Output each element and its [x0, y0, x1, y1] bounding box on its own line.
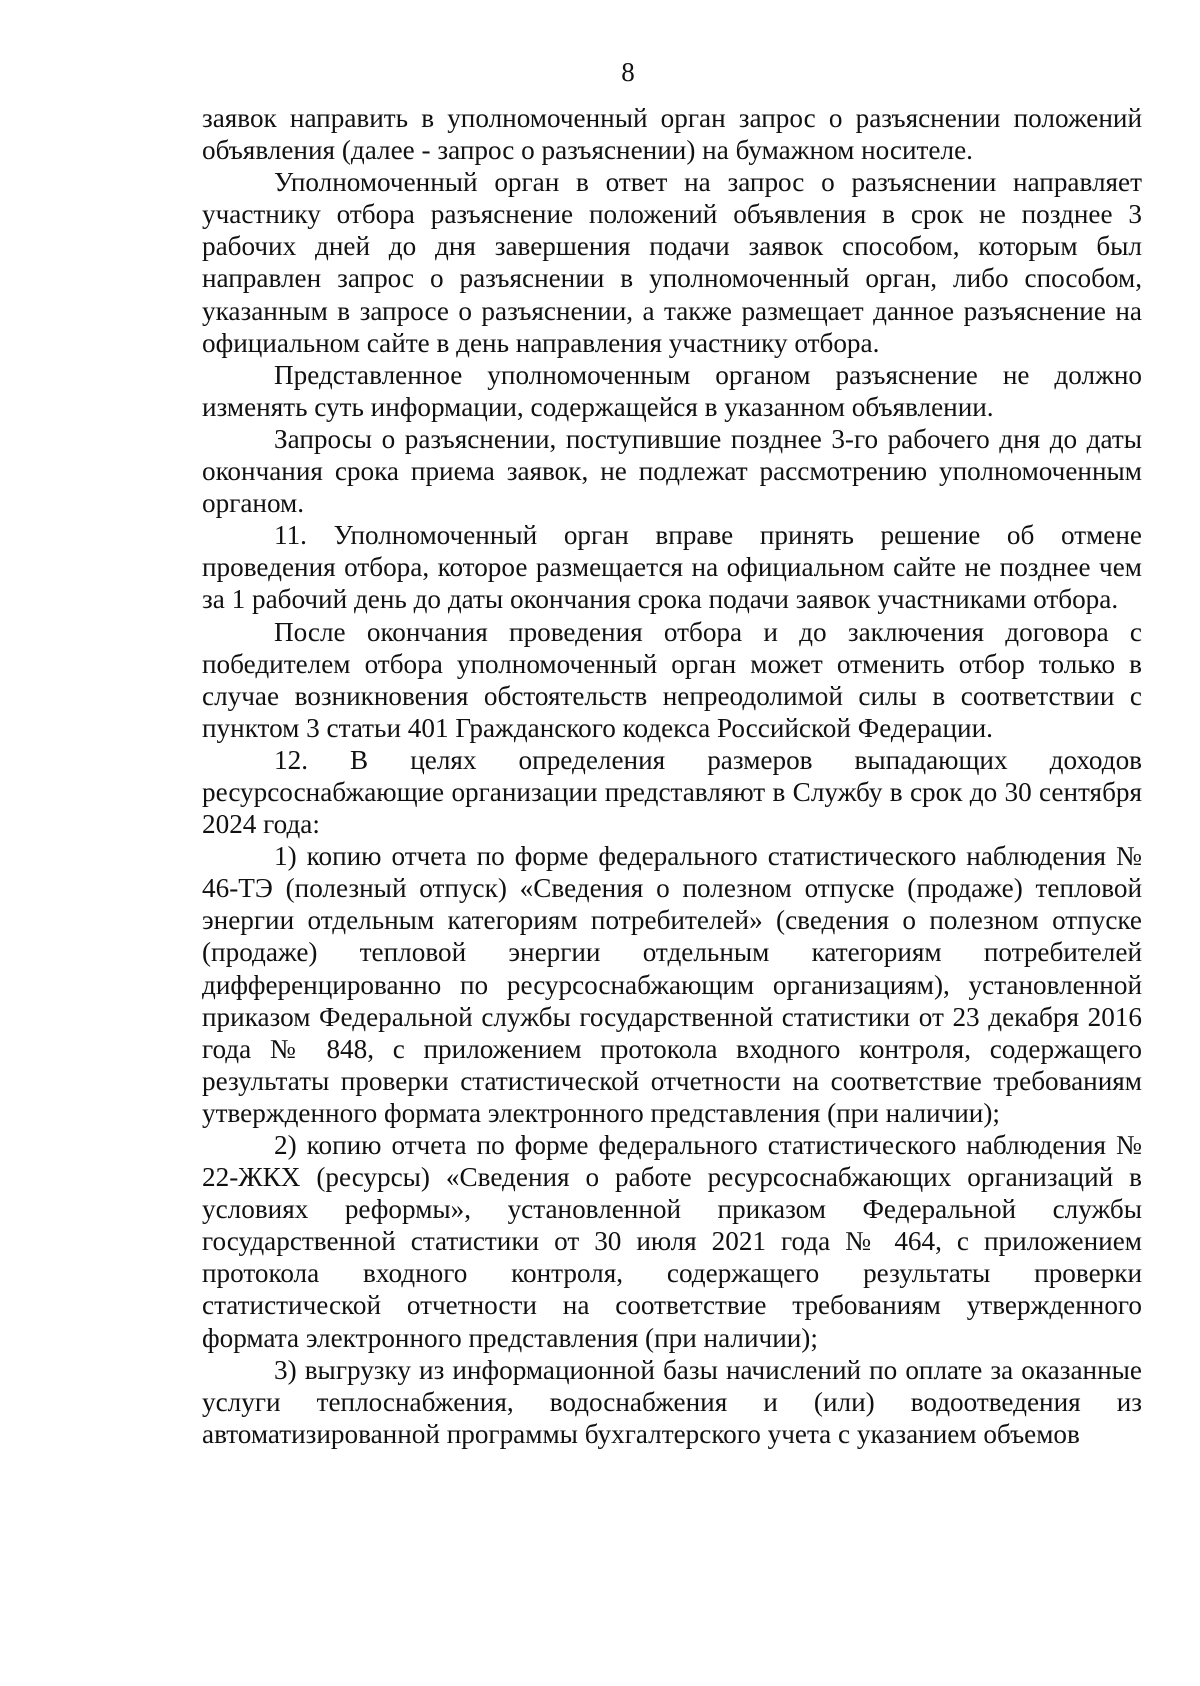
paragraph-clarification-response: Уполномоченный орган в ответ на запрос о разъяснении направляет участнику отбора разъяснение положений объявления в срок не позднее 3 рабочих дней до дня завершения подачи заявок способом, которым был направлен запрос о разъяснении в уполномоченный орган, либо способом, указанным в запросе о разъяснении, а также размещает данное разъяснение на официальном сайте в день направления участнику отбора.	[202, 167, 1142, 358]
paragraph-cancellation-force-majeure: После окончания проведения отбора и до заключения договора с победителем отбора уполномоченный орган может отменить отбор только в случае возникновения обстоятельств непреодолимой силы в соответствии с пунктом 3 статьи 401 Гражданского кодекса Российской Федерации.	[202, 616, 1142, 743]
paragraph-late-requests: Запросы о разъяснении, поступившие позднее 3-го рабочего дня до даты окончания срока приема заявок, не подлежат рассмотрению уполномоченным органом.	[202, 423, 1142, 519]
paragraph-continuation: заявок направить в уполномоченный орган запрос о разъяснении положений объявления (далее - запрос о разъяснении) на бумажном носителе.	[202, 103, 1142, 166]
page-number: 8	[621, 57, 635, 87]
paragraph-clarification-content: Представленное уполномоченным органом разъяснение не должно изменять суть информации, содержащейся в указанном объявлении.	[202, 359, 1142, 422]
paragraph-subitem-2: 2) копию отчета по форме федерального статистического наблюдения № 22-ЖКХ (ресурсы) «Сведения о работе ресурсоснабжающих организаций в условиях реформы», установленной приказом Федеральной службы государственной статистики от 30 июля 2021 года № 464, с приложением протокола входного контроля, содержащего результаты проверки статистической отчетности на соответствие требованиям утвержденного формата электронного представления (при наличии);	[202, 1130, 1142, 1353]
paragraph-item-12: 12. В целях определения размеров выпадающих доходов ресурсоснабжающие организации представляют в Службу в срок до 30 сентября 2024 года:	[202, 744, 1142, 840]
paragraph-subitem-3: 3) выгрузку из информационной базы начислений по оплате за оказанные услуги теплоснабжения, водоснабжения и (или) водоотведения из автоматизированной программы бухгалтерского учета с указанием объемов	[202, 1354, 1142, 1449]
paragraph-item-11: 11. Уполномоченный орган вправе принять решение об отмене проведения отбора, которое размещается на официальном сайте не позднее чем за 1 рабочий день до даты окончания срока подачи заявок участниками отбора.	[202, 520, 1142, 615]
paragraph-subitem-1: 1) копию отчета по форме федерального статистического наблюдения № 46-ТЭ (полезный отпуск) «Сведения о полезном отпуске (продаже) тепловой энергии отдельным категориям потребителей» (сведения о полезном отпуске (продаже) тепловой энергии отдельным категориям потребителей дифференцированно по ресурсоснабжающим организациям), установленной приказом Федеральной службы государственной статистики от 23 декабря 2016 года № 848, с приложением протокола входного контроля, содержащего результаты проверки статистической отчетности на соответствие требованиям утвержденного формата электронного представления (при наличии);	[202, 841, 1142, 1128]
document-body	[202, 102, 1142, 1450]
